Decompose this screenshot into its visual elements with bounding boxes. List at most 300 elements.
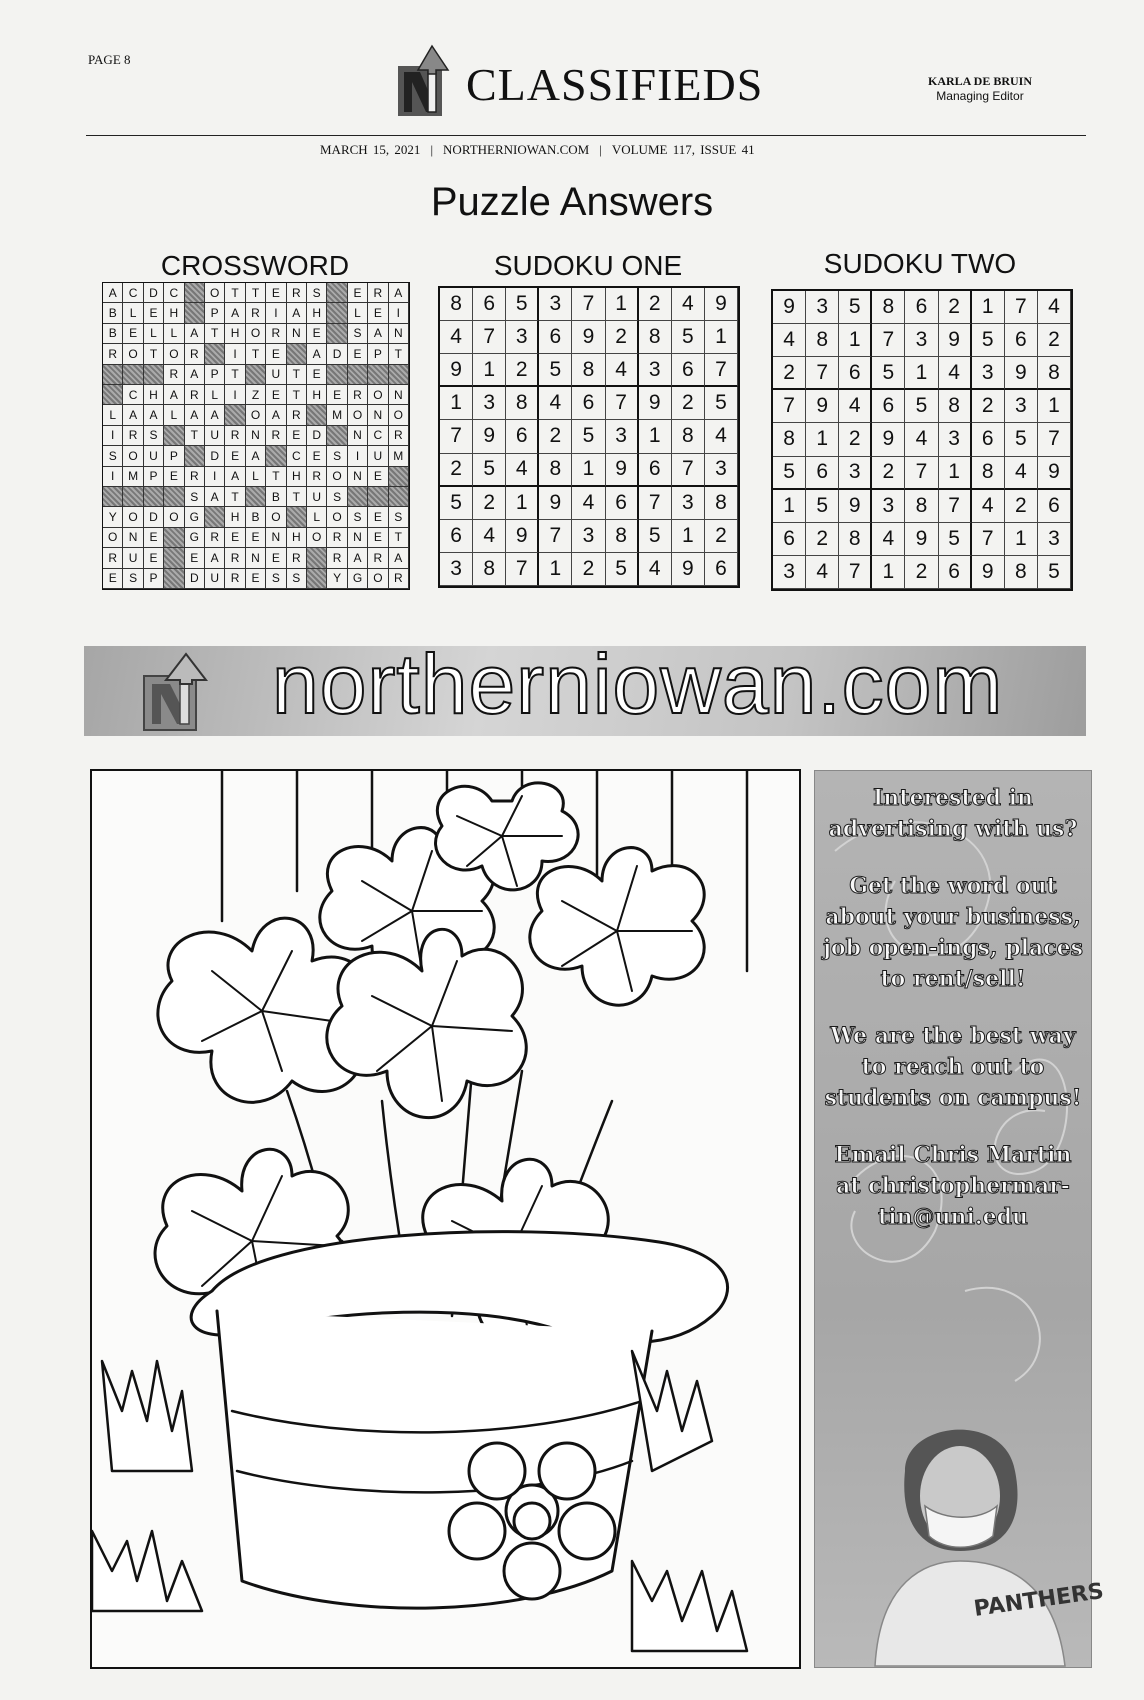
crossword-grid: [102, 282, 410, 590]
crossword-cell: N: [348, 467, 368, 487]
crossword-cell: I: [103, 426, 123, 446]
sudoku-cell: 8: [972, 457, 1005, 490]
crossword-cell: R: [287, 405, 307, 425]
editor-role: Managing Editor: [936, 89, 1024, 103]
crossword-cell: L: [348, 303, 368, 323]
sudoku-cell: 4: [639, 553, 672, 586]
sudoku-cell: 1: [773, 490, 806, 523]
sudoku-cell: 9: [639, 387, 672, 420]
crossword-cell: A: [123, 405, 143, 425]
crossword-cell: R: [225, 548, 245, 568]
crossword-cell: O: [348, 405, 368, 425]
sudoku-cell: 1: [440, 387, 473, 420]
sudoku-one-grid: [438, 286, 740, 588]
sudoku-cell: 1: [1005, 523, 1038, 556]
sudoku-cell: 6: [440, 520, 473, 553]
crossword-cell: T: [205, 324, 225, 344]
crossword-cell: B: [103, 303, 123, 323]
crossword-cell: A: [225, 467, 245, 487]
crossword-cell: R: [389, 569, 409, 589]
sudoku-cell: 1: [672, 520, 705, 553]
crossword-block: [205, 507, 225, 527]
crossword-cell: L: [144, 324, 164, 344]
volume-issue: VOLUME 117, ISSUE 41: [611, 142, 755, 157]
grass-left: [92, 1361, 202, 1611]
crossword-cell: O: [327, 507, 347, 527]
sudoku-cell: 5: [1038, 556, 1071, 589]
crossword-cell: C: [123, 283, 143, 303]
sudoku-cell: 4: [705, 420, 738, 453]
crossword-cell: U: [205, 569, 225, 589]
crossword-cell: I: [103, 467, 123, 487]
sudoku-cell: 1: [872, 556, 905, 589]
sudoku-cell: 2: [1038, 324, 1071, 357]
puzzle-answers-heading: Puzzle Answers: [430, 180, 714, 224]
crossword-cell: A: [246, 446, 266, 466]
crossword-cell: E: [327, 385, 347, 405]
dateline: [320, 142, 755, 158]
crossword-cell: E: [144, 303, 164, 323]
crossword-cell: O: [164, 507, 184, 527]
crossword-cell: N: [368, 405, 388, 425]
sudoku-cell: 9: [473, 420, 506, 453]
editor-credit: [900, 74, 1060, 103]
crossword-cell: R: [287, 548, 307, 568]
sudoku-cell: 6: [705, 553, 738, 586]
crossword-cell: R: [287, 283, 307, 303]
crossword-block: [185, 446, 205, 466]
crossword-block: [164, 548, 184, 568]
crossword-cell: S: [327, 446, 347, 466]
dateline-separator: |: [430, 142, 434, 157]
sudoku-cell: 6: [972, 423, 1005, 456]
crossword-block: [103, 365, 123, 385]
crossword-block: [246, 365, 266, 385]
crossword-cell: E: [246, 569, 266, 589]
crossword-cell: E: [368, 528, 388, 548]
crossword-cell: R: [266, 426, 286, 446]
crossword-block: [164, 569, 184, 589]
sudoku-cell: 5: [539, 354, 572, 387]
sudoku-cell: 2: [872, 457, 905, 490]
crossword-cell: D: [144, 283, 164, 303]
crossword-cell: C: [164, 283, 184, 303]
sudoku-cell: 5: [806, 490, 839, 523]
sudoku-cell: 2: [572, 553, 605, 586]
crossword-cell: O: [266, 507, 286, 527]
sudoku-cell: 8: [806, 324, 839, 357]
crossword-cell: D: [185, 569, 205, 589]
crossword-cell: L: [164, 405, 184, 425]
banner-url-text: northerniowan.com: [272, 637, 1004, 731]
crossword-block: [327, 324, 347, 344]
sudoku-one-title: SUDOKU ONE: [493, 250, 683, 281]
crossword-cell: P: [205, 303, 225, 323]
ad-contact[interactable]: Email Chris Martin at christophermar-tin@uni.edu: [834, 1142, 1072, 1230]
sudoku-cell: 5: [606, 553, 639, 586]
crossword-block: [205, 344, 225, 364]
sudoku-cell: 9: [672, 553, 705, 586]
sudoku-cell: 6: [1038, 490, 1071, 523]
sudoku-cell: 9: [972, 556, 1005, 589]
crossword-cell: L: [246, 467, 266, 487]
crossword-cell: R: [368, 283, 388, 303]
sudoku-cell: 4: [872, 523, 905, 556]
sudoku-cell: 7: [1038, 423, 1071, 456]
sudoku-cell: 5: [473, 454, 506, 487]
crossword-block: [348, 487, 368, 507]
northern-iowan-logo-icon: [394, 44, 456, 118]
crossword-cell: T: [266, 467, 286, 487]
sudoku-cell: 6: [1005, 324, 1038, 357]
crossword-cell: L: [123, 303, 143, 323]
sudoku-two-title: SUDOKU TWO: [823, 248, 1017, 279]
crossword-cell: O: [307, 528, 327, 548]
sudoku-cell: 2: [672, 387, 705, 420]
sudoku-cell: 2: [806, 523, 839, 556]
crossword-cell: R: [185, 344, 205, 364]
crossword-cell: O: [368, 569, 388, 589]
crossword-block: [389, 365, 409, 385]
crossword-cell: I: [266, 303, 286, 323]
crossword-cell: R: [225, 569, 245, 589]
crossword-cell: O: [327, 467, 347, 487]
crossword-cell: R: [185, 385, 205, 405]
crossword-cell: S: [144, 426, 164, 446]
sudoku-cell: 8: [506, 387, 539, 420]
sudoku-cell: 6: [539, 321, 572, 354]
sudoku-cell: 8: [1005, 556, 1038, 589]
sudoku-cell: 2: [839, 423, 872, 456]
crossword-cell: E: [266, 344, 286, 364]
page-number: PAGE 8: [88, 52, 131, 67]
crossword-cell: E: [266, 283, 286, 303]
sudoku-cell: 5: [905, 390, 938, 423]
sudoku-cell: 6: [672, 354, 705, 387]
crossword-cell: I: [389, 303, 409, 323]
crossword-block: [246, 487, 266, 507]
crossword-cell: M: [123, 467, 143, 487]
crossword-cell: U: [266, 365, 286, 385]
sudoku-cell: 4: [839, 390, 872, 423]
crossword-cell: U: [144, 446, 164, 466]
sudoku-cell: 7: [473, 321, 506, 354]
sudoku-cell: 5: [1005, 423, 1038, 456]
dateline-separator: |: [599, 142, 602, 157]
crossword-cell: B: [266, 487, 286, 507]
ad-audience: We are the best way to reach out to students on campus!: [824, 1023, 1082, 1111]
crossword-cell: A: [389, 283, 409, 303]
sudoku-cell: 1: [539, 553, 572, 586]
crossword-block: [368, 365, 388, 385]
sudoku-cell: 8: [639, 321, 672, 354]
sudoku-cell: 6: [773, 523, 806, 556]
sudoku-cell: 8: [606, 520, 639, 553]
crossword-block: [327, 283, 347, 303]
sudoku-cell: 2: [473, 487, 506, 520]
sudoku-cell: 5: [939, 523, 972, 556]
crossword-cell: O: [205, 283, 225, 303]
sudoku-cell: 8: [473, 553, 506, 586]
sudoku-cell: 3: [939, 423, 972, 456]
sudoku-cell: 7: [572, 288, 605, 321]
crossword-block: [164, 528, 184, 548]
sudoku-cell: 5: [972, 324, 1005, 357]
crossword-cell: T: [287, 365, 307, 385]
crossword-cell: N: [287, 324, 307, 344]
crossword-cell: O: [389, 405, 409, 425]
crossword-cell: R: [185, 467, 205, 487]
crossword-cell: G: [185, 528, 205, 548]
crossword-block: [307, 405, 327, 425]
crossword-cell: T: [225, 487, 245, 507]
crossword-cell: M: [327, 405, 347, 425]
crossword-cell: R: [368, 548, 388, 568]
sudoku-cell: 4: [1038, 291, 1071, 324]
crossword-block: [144, 365, 164, 385]
shirt-text: PANTHERS: [972, 1578, 1106, 1622]
sudoku-cell: 6: [506, 420, 539, 453]
sudoku-cell: 4: [506, 454, 539, 487]
crossword-block: [327, 426, 347, 446]
crossword-cell: N: [389, 324, 409, 344]
sudoku-cell: 1: [905, 357, 938, 390]
sudoku-cell: 2: [606, 321, 639, 354]
sudoku-cell: 9: [440, 354, 473, 387]
crossword-block: [327, 303, 347, 323]
crossword-cell: I: [348, 446, 368, 466]
sudoku-cell: 7: [440, 420, 473, 453]
crossword-cell: O: [103, 528, 123, 548]
sudoku-cell: 2: [939, 291, 972, 324]
crossword-cell: B: [246, 507, 266, 527]
sudoku-cell: 4: [672, 288, 705, 321]
sudoku-cell: 3: [639, 354, 672, 387]
sudoku-cell: 6: [939, 556, 972, 589]
sudoku-cell: 9: [839, 490, 872, 523]
crossword-cell: R: [164, 365, 184, 385]
sudoku-cell: 8: [905, 490, 938, 523]
crossword-cell: I: [225, 344, 245, 364]
sudoku-cell: 4: [773, 324, 806, 357]
section-title: CLASSIFIEDS: [466, 59, 764, 110]
crossword-cell: T: [246, 344, 266, 364]
sudoku-cell: 1: [572, 454, 605, 487]
crossword-cell: Z: [246, 385, 266, 405]
crossword-cell: E: [246, 528, 266, 548]
site-link[interactable]: NORTHERNIOWAN.COM: [443, 142, 590, 157]
sudoku-cell: 1: [972, 291, 1005, 324]
sudoku-cell: 9: [939, 324, 972, 357]
sudoku-cell: 3: [1005, 390, 1038, 423]
crossword-block: [103, 487, 123, 507]
crossword-cell: S: [185, 487, 205, 507]
clover-right: [530, 848, 704, 1006]
sudoku-cell: 2: [440, 454, 473, 487]
crossword-cell: O: [246, 324, 266, 344]
sudoku-cell: 1: [506, 487, 539, 520]
crossword-block: [103, 385, 123, 405]
crossword-cell: S: [389, 507, 409, 527]
sudoku-cell: 4: [806, 556, 839, 589]
crossword-cell: L: [205, 385, 225, 405]
sudoku-cell: 4: [1005, 457, 1038, 490]
crossword-cell: E: [348, 344, 368, 364]
ad-headline: Interested in advertising with us?: [828, 785, 1078, 842]
crossword-cell: T: [246, 283, 266, 303]
crossword-cell: G: [185, 507, 205, 527]
sudoku-cell: 6: [473, 288, 506, 321]
editor-name: KARLA DE BRUIN: [927, 74, 1032, 88]
sudoku-cell: 9: [872, 423, 905, 456]
ad-pitch: Get the word out about your business, job open-ings, places to rent/sell!: [822, 873, 1084, 992]
sudoku-cell: 2: [705, 520, 738, 553]
sudoku-cell: 1: [939, 457, 972, 490]
crossword-cell: H: [164, 303, 184, 323]
crossword-cell: N: [246, 548, 266, 568]
crossword-cell: P: [205, 365, 225, 385]
crossword-cell: S: [307, 283, 327, 303]
crossword-cell: T: [389, 528, 409, 548]
crossword-cell: E: [266, 548, 286, 568]
sudoku-cell: 9: [705, 288, 738, 321]
crossword-cell: N: [266, 528, 286, 548]
crossword-cell: E: [307, 365, 327, 385]
crossword-block: [327, 365, 347, 385]
sudoku-cell: 1: [606, 288, 639, 321]
sudoku-cell: 9: [606, 454, 639, 487]
sudoku-cell: 3: [773, 556, 806, 589]
crossword-cell: R: [246, 303, 266, 323]
banner-logo-icon: [140, 652, 214, 732]
sudoku-cell: 1: [839, 324, 872, 357]
sudoku-cell: 1: [1038, 390, 1071, 423]
crossword-cell: D: [327, 344, 347, 364]
sudoku-cell: 7: [606, 387, 639, 420]
sudoku-cell: 7: [506, 553, 539, 586]
crossword-cell: E: [144, 528, 164, 548]
sudoku-cell: 3: [672, 487, 705, 520]
crossword-cell: D: [205, 446, 225, 466]
crossword-cell: L: [103, 405, 123, 425]
sudoku-cell: 6: [872, 390, 905, 423]
sudoku-cell: 2: [1005, 490, 1038, 523]
crossword-cell: P: [144, 467, 164, 487]
crossword-cell: R: [348, 385, 368, 405]
crossword-block: [144, 487, 164, 507]
crossword-cell: P: [144, 569, 164, 589]
sudoku-cell: 5: [872, 357, 905, 390]
contact-photo: [865, 1411, 1106, 1666]
sudoku-cell: 8: [705, 487, 738, 520]
crossword-cell: S: [287, 569, 307, 589]
crossword-cell: R: [225, 426, 245, 446]
crossword-cell: A: [185, 365, 205, 385]
sudoku-cell: 4: [905, 423, 938, 456]
sudoku-cell: 1: [806, 423, 839, 456]
crossword-cell: I: [225, 385, 245, 405]
crossword-cell: A: [164, 385, 184, 405]
sudoku-cell: 4: [473, 520, 506, 553]
sudoku-cell: 3: [506, 321, 539, 354]
crossword-cell: A: [287, 303, 307, 323]
sudoku-cell: 9: [905, 523, 938, 556]
crossword-cell: P: [164, 446, 184, 466]
crossword-cell: A: [389, 548, 409, 568]
sudoku-cell: 7: [1005, 291, 1038, 324]
sudoku-cell: 9: [773, 291, 806, 324]
sudoku-cell: 7: [972, 523, 1005, 556]
sudoku-cell: 8: [539, 454, 572, 487]
sudoku-cell: 8: [939, 390, 972, 423]
crossword-cell: C: [123, 385, 143, 405]
crossword-cell: N: [389, 385, 409, 405]
crossword-cell: U: [368, 446, 388, 466]
crossword-cell: E: [225, 528, 245, 548]
crossword-cell: A: [103, 283, 123, 303]
sudoku-cell: 4: [606, 354, 639, 387]
crossword-cell: S: [348, 507, 368, 527]
crossword-block: [287, 344, 307, 364]
crossword-cell: A: [368, 324, 388, 344]
crossword-cell: E: [225, 446, 245, 466]
crossword-block: [164, 426, 184, 446]
sudoku-cell: 5: [440, 487, 473, 520]
crossword-cell: B: [103, 324, 123, 344]
sudoku-cell: 9: [572, 321, 605, 354]
sudoku-cell: 1: [705, 321, 738, 354]
crossword-block: [389, 467, 409, 487]
crossword-cell: T: [287, 385, 307, 405]
sudoku-cell: 3: [473, 387, 506, 420]
sudoku-cell: 3: [1038, 523, 1071, 556]
crossword-cell: O: [368, 385, 388, 405]
crossword-cell: E: [185, 548, 205, 568]
crossword-cell: E: [307, 446, 327, 466]
sudoku-cell: 2: [972, 390, 1005, 423]
sudoku-cell: 8: [672, 420, 705, 453]
crossword-cell: U: [307, 487, 327, 507]
crossword-cell: G: [348, 569, 368, 589]
sudoku-cell: 3: [572, 520, 605, 553]
crossword-cell: L: [164, 324, 184, 344]
crossword-cell: N: [348, 528, 368, 548]
sudoku-two-grid: [771, 289, 1073, 591]
sudoku-cell: 7: [773, 390, 806, 423]
crossword-cell: T: [225, 365, 245, 385]
crossword-cell: E: [307, 324, 327, 344]
crossword-cell: S: [123, 569, 143, 589]
sudoku-cell: 7: [639, 487, 672, 520]
crossword-cell: M: [389, 446, 409, 466]
crossword-cell: D: [307, 426, 327, 446]
sudoku-cell: 3: [972, 357, 1005, 390]
shamrock-hat-illustration: [92, 771, 797, 1665]
sudoku-cell: 7: [539, 520, 572, 553]
crossword-block: [368, 487, 388, 507]
crossword-cell: R: [103, 548, 123, 568]
sudoku-cell: 8: [773, 423, 806, 456]
grass-right: [632, 1351, 747, 1651]
sudoku-cell: 9: [1005, 357, 1038, 390]
crossword-cell: H: [287, 467, 307, 487]
crossword-cell: E: [368, 467, 388, 487]
crossword-block: [307, 569, 327, 589]
sudoku-cell: 7: [839, 556, 872, 589]
crossword-block: [123, 365, 143, 385]
crossword-cell: A: [185, 324, 205, 344]
sudoku-cell: 3: [440, 553, 473, 586]
